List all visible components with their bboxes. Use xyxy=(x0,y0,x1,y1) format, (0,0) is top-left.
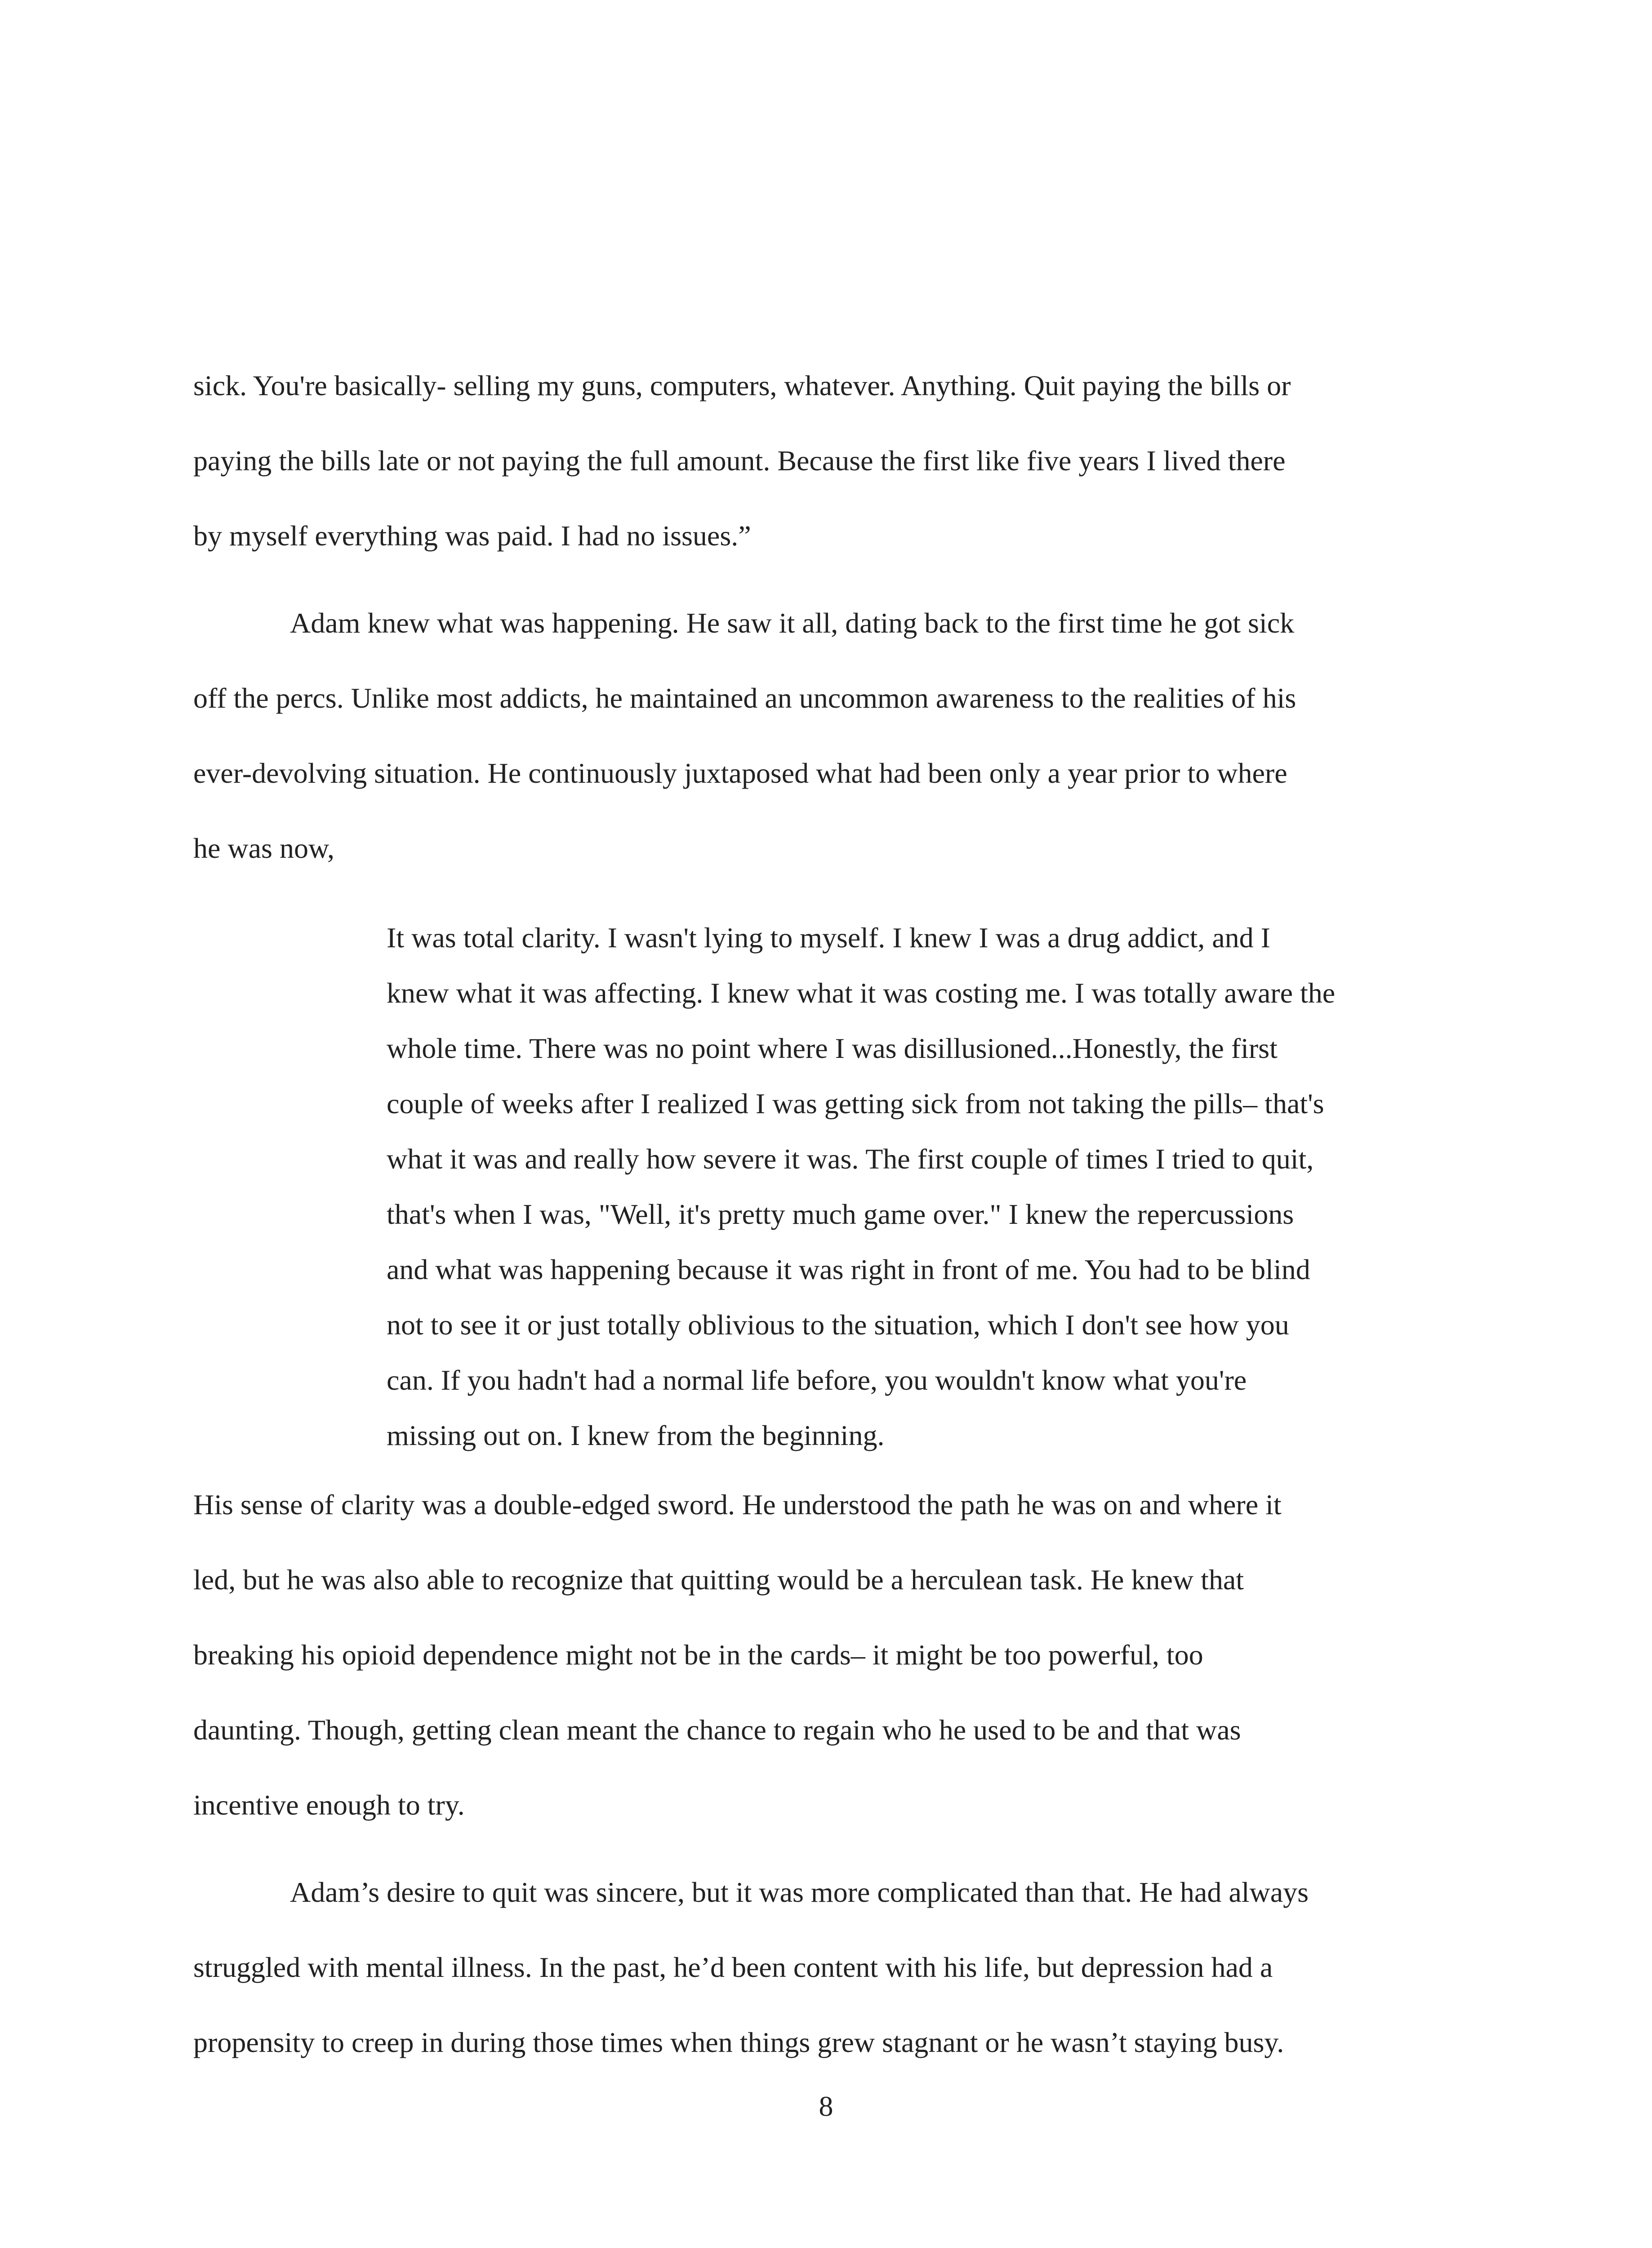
quote-line: It was total clarity. I wasn't lying to myself. I knew I was a drug addict, and I xyxy=(387,922,1270,954)
text-line: struggled with mental illness. In the past, he’d been content with his life, but depression had a xyxy=(193,1951,1273,1983)
quote-line: knew what it was affecting. I knew what it was costing me. I was totally aware the xyxy=(387,977,1336,1009)
text-line: sick. You're basically- selling my guns, computers, whatever. Anything. Quit paying the bills or xyxy=(193,370,1291,401)
quote-line: and what was happening because it was right in front of me. You had to be blind xyxy=(387,1253,1310,1285)
text-line: Adam knew what was happening. He saw it all, dating back to the first time he got sick xyxy=(290,607,1295,639)
page-number: 8 xyxy=(819,2090,833,2122)
quote-line: what it was and really how severe it was. The first couple of times I tried to quit, xyxy=(387,1143,1314,1175)
text-line: propensity to creep in during those times when things grew stagnant or he wasn’t staying busy. xyxy=(193,2026,1284,2058)
text-line: Adam’s desire to quit was sincere, but it was more complicated than that. He had always xyxy=(290,1876,1309,1908)
text-line: breaking his opioid dependence might not be in the cards– it might be too powerful, too xyxy=(193,1639,1203,1671)
text-line: His sense of clarity was a double-edged sword. He understood the path he was on and where it xyxy=(193,1489,1282,1521)
quote-line: that's when I was, "Well, it's pretty much game over." I knew the repercussions xyxy=(387,1198,1294,1230)
text-line: ever-devolving situation. He continuously juxtaposed what had been only a year prior to where xyxy=(193,757,1287,789)
quote-line: not to see it or just totally oblivious to the situation, which I don't see how you xyxy=(387,1309,1289,1341)
text-line: he was now, xyxy=(193,832,334,864)
quote-line: whole time. There was no point where I was disillusioned...Honestly, the first xyxy=(387,1032,1278,1064)
text-line: paying the bills late or not paying the full amount. Because the first like five years I lived there xyxy=(193,445,1286,477)
quote-line: can. If you hadn't had a normal life before, you wouldn't know what you're xyxy=(387,1364,1247,1396)
text-line: off the percs. Unlike most addicts, he maintained an uncommon awareness to the realities of his xyxy=(193,682,1296,714)
text-line: daunting. Though, getting clean meant the chance to regain who he used to be and that was xyxy=(193,1714,1241,1746)
quote-line: missing out on. I knew from the beginning. xyxy=(387,1419,885,1451)
text-line: by myself everything was paid. I had no issues.” xyxy=(193,520,751,552)
text-line: led, but he was also able to recognize that quitting would be a herculean task. He knew that xyxy=(193,1564,1244,1596)
text-line: incentive enough to try. xyxy=(193,1789,465,1821)
quote-line: couple of weeks after I realized I was getting sick from not taking the pills– that's xyxy=(387,1088,1324,1120)
